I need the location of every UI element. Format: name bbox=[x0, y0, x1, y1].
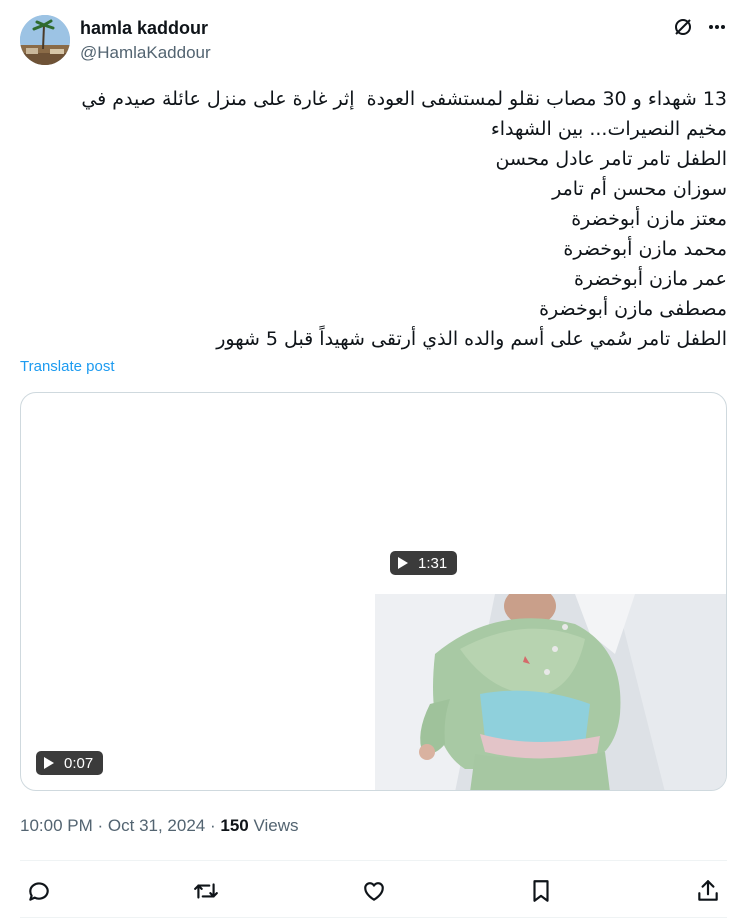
media-container[interactable] bbox=[20, 392, 727, 791]
tweet-line: محمد مازن أبوخضرة bbox=[563, 238, 727, 260]
tweet-line: معتز مازن أبوخضرة bbox=[571, 208, 727, 230]
tweet-time[interactable]: 10:00 PM bbox=[20, 816, 93, 835]
meta-separator: · bbox=[209, 816, 216, 835]
tweet-line: الطفل تامر تامر عادل محسن bbox=[495, 148, 727, 170]
tweet-line: الطفل تامر سُمي على أسم والده الذي أرتقى شهيداً قبل 5 شهور bbox=[216, 328, 727, 350]
display-name[interactable]: hamla kaddour bbox=[80, 18, 209, 38]
translate-post-link[interactable]: Translate post bbox=[20, 358, 115, 375]
tweet-line: سوزان محسن أم تامر bbox=[552, 178, 727, 200]
tweet-line: مصطفى مازن أبوخضرة bbox=[539, 298, 727, 320]
video-duration: 0:07 bbox=[64, 754, 94, 772]
share-icon[interactable] bbox=[695, 878, 721, 904]
thumbnail-image bbox=[375, 594, 727, 791]
divider bbox=[20, 860, 727, 861]
play-icon bbox=[398, 557, 408, 569]
more-icon[interactable] bbox=[707, 17, 727, 37]
tweet-date[interactable]: Oct 31, 2024 bbox=[107, 816, 206, 835]
bookmark-icon[interactable] bbox=[528, 878, 554, 904]
views-count: 150 bbox=[220, 816, 249, 835]
action-bar bbox=[20, 866, 727, 916]
reply-icon[interactable] bbox=[26, 878, 52, 904]
avatar-image bbox=[20, 15, 70, 65]
tweet-header bbox=[20, 15, 727, 67]
tweet-meta bbox=[20, 816, 299, 836]
like-icon[interactable] bbox=[361, 878, 387, 904]
video-duration-badge bbox=[36, 751, 103, 775]
views-label: Views bbox=[253, 816, 299, 835]
tweet-line: مخيم النصيرات... بين الشهداء bbox=[490, 118, 727, 140]
video-thumbnail[interactable] bbox=[375, 594, 727, 791]
play-icon bbox=[44, 757, 54, 769]
tweet-line: عمر مازن أبوخضرة bbox=[573, 268, 727, 290]
video-duration-badge bbox=[390, 551, 457, 575]
divider bbox=[20, 917, 727, 918]
repost-icon[interactable] bbox=[193, 878, 219, 904]
meta-separator: · bbox=[97, 816, 104, 835]
avatar[interactable] bbox=[20, 15, 70, 65]
grok-icon[interactable] bbox=[673, 17, 693, 37]
video-duration: 1:31 bbox=[418, 554, 448, 572]
user-handle[interactable]: @HamlaKaddour bbox=[80, 43, 211, 62]
tweet-line: 13 شهداء و 30 مصاب نقلو لمستشفى العودة إثر غارة على منزل عائلة صيدم في bbox=[81, 88, 727, 110]
tweet-text bbox=[20, 84, 727, 354]
